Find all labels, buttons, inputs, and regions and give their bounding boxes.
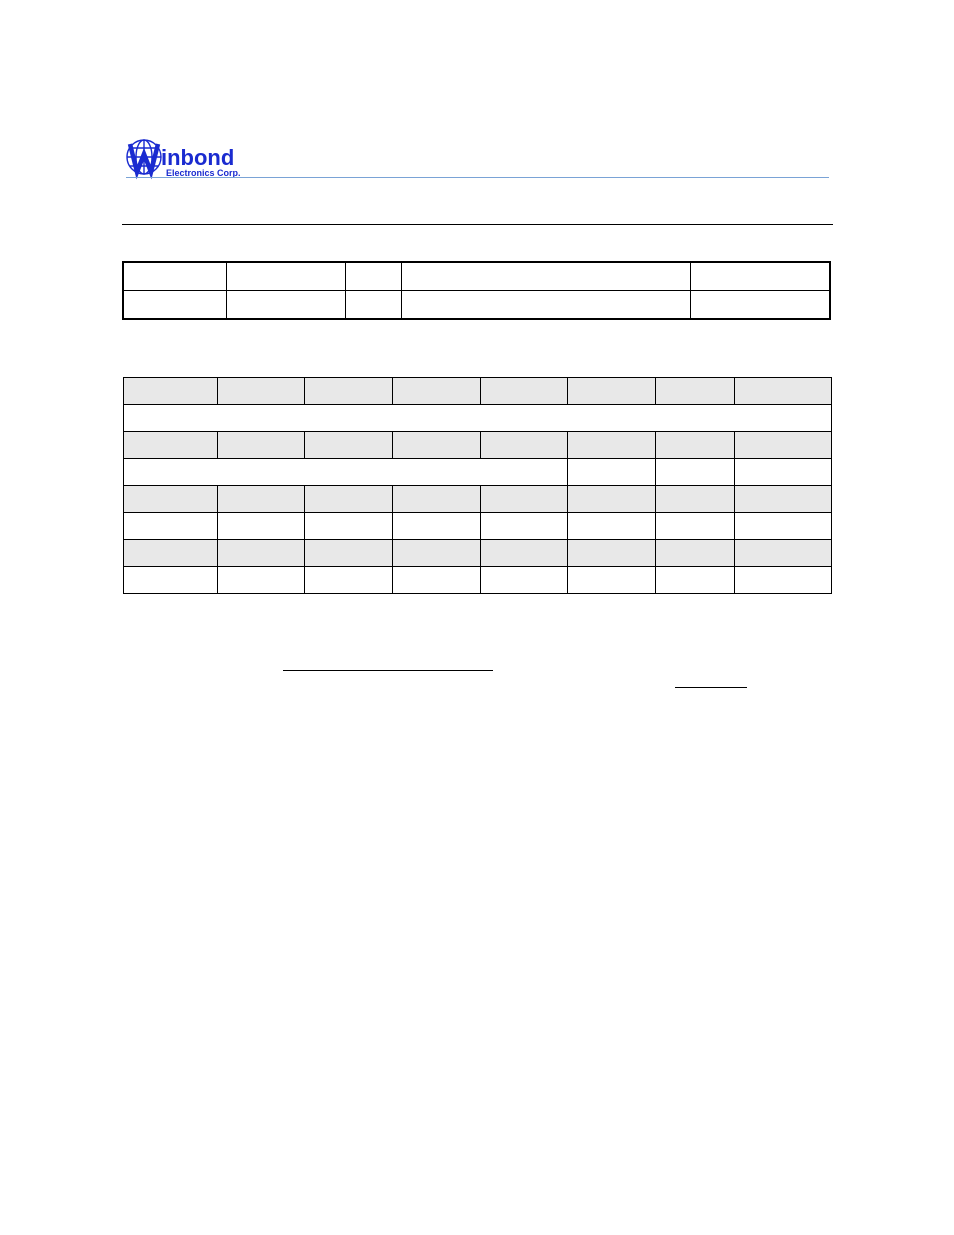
bit-cell: [393, 567, 481, 594]
bit-cell: [656, 459, 735, 486]
logo-tagline: Electronics Corp.: [166, 168, 241, 178]
bit-cell: [305, 513, 393, 540]
bit-cell: [481, 378, 568, 405]
register-cell: [123, 262, 226, 291]
bit-merged-cell: [124, 405, 832, 432]
bit-cell: [305, 540, 393, 567]
bit-value-row: [124, 567, 832, 594]
register-cell: [226, 291, 345, 320]
bit-value-row: [124, 513, 832, 540]
bit-cell: [393, 378, 481, 405]
bit-cell: [124, 378, 218, 405]
register-cell: [401, 291, 690, 320]
bit-cell: [218, 486, 305, 513]
section-divider: [122, 224, 833, 225]
register-cell: [123, 291, 226, 320]
bit-cell: [124, 513, 218, 540]
bit-cell: [393, 540, 481, 567]
bit-cell: [656, 378, 735, 405]
bit-header-row: [124, 540, 832, 567]
bit-cell: [218, 378, 305, 405]
bit-cell: [481, 540, 568, 567]
bit-header-row: [124, 486, 832, 513]
bit-merged-row: [124, 405, 832, 432]
bit-value-row: [124, 459, 832, 486]
bit-cell: [735, 486, 832, 513]
bit-cell: [735, 432, 832, 459]
bit-cell: [481, 513, 568, 540]
bit-cell: [656, 486, 735, 513]
bit-cell: [656, 567, 735, 594]
bit-cell: [305, 486, 393, 513]
register-cell: [345, 291, 401, 320]
bit-cell: [305, 567, 393, 594]
bit-cell: [124, 540, 218, 567]
bit-cell: [124, 567, 218, 594]
bit-definition-table: [123, 377, 832, 594]
register-row: [123, 262, 830, 291]
bit-cell: [568, 567, 656, 594]
winbond-logo: [124, 136, 254, 180]
bit-cell: [481, 486, 568, 513]
register-row: [123, 291, 830, 320]
bit-cell: [568, 432, 656, 459]
bit-cell: [656, 513, 735, 540]
bit-cell: [568, 486, 656, 513]
header-rule: [126, 177, 829, 178]
bit-cell: [735, 513, 832, 540]
bit-cell: [735, 540, 832, 567]
bit-cell: [481, 432, 568, 459]
hyperlink-underline[interactable]: [675, 687, 747, 688]
register-cell: [690, 291, 830, 320]
bit-cell: [568, 378, 656, 405]
hyperlink-underline[interactable]: [283, 670, 493, 671]
bit-cell: [735, 459, 832, 486]
bit-cell: [393, 432, 481, 459]
logo-wordmark: inbond: [161, 145, 235, 170]
bit-cell: [218, 540, 305, 567]
bit-cell: [124, 486, 218, 513]
bit-header-row: [124, 432, 832, 459]
bit-cell: [393, 513, 481, 540]
register-cell: [690, 262, 830, 291]
bit-cell: [393, 486, 481, 513]
bit-cell: [218, 567, 305, 594]
bit-cell: [218, 432, 305, 459]
bit-cell: [568, 459, 656, 486]
bit-cell: [568, 540, 656, 567]
register-cell: [345, 262, 401, 291]
bit-cell: [305, 432, 393, 459]
bit-cell: [124, 432, 218, 459]
bit-cell: [656, 432, 735, 459]
bit-merged-cell: [124, 459, 568, 486]
bit-cell: [481, 567, 568, 594]
bit-cell: [218, 513, 305, 540]
register-cell: [226, 262, 345, 291]
register-table: [122, 261, 831, 320]
bit-cell: [656, 540, 735, 567]
bit-cell: [735, 378, 832, 405]
bit-cell: [735, 567, 832, 594]
register-cell: [401, 262, 690, 291]
bit-header-row: [124, 378, 832, 405]
bit-cell: [568, 513, 656, 540]
bit-cell: [305, 378, 393, 405]
